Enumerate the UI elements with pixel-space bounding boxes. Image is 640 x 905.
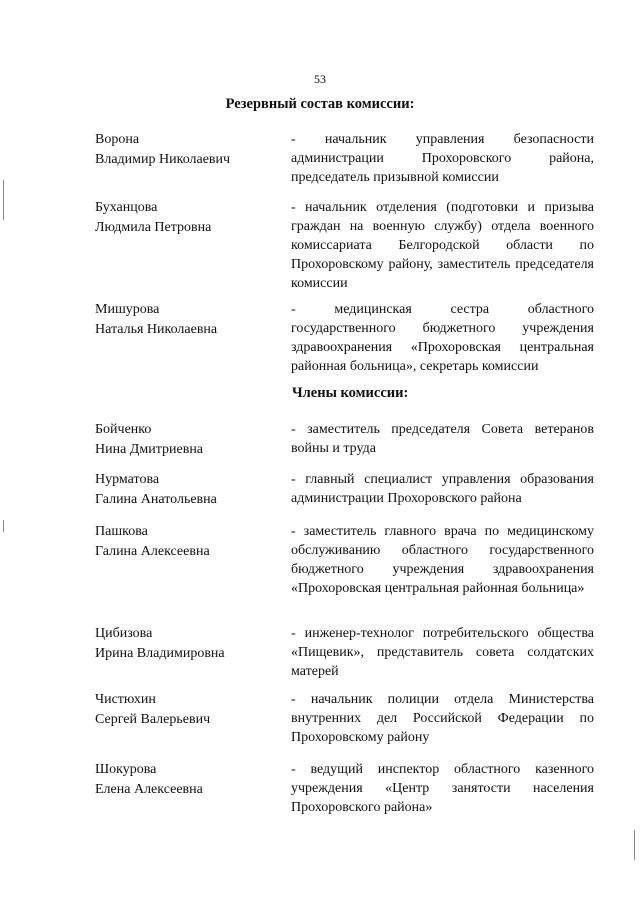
role-description: - медицинская сестра областного государственного бюджетного учреждения здравоохранения «Прохоровская центральная районная больница», секретарь комиссии (291, 302, 594, 374)
surname: Бойченко (95, 422, 152, 437)
role-description: - начальник полиции отдела Министерства внутренних дел Российской Федерации по Прохоровскому району (291, 692, 594, 745)
given-names: Галина Анатольевна (95, 492, 217, 507)
given-names: Галина Алексеевна (95, 544, 210, 559)
role-description: - заместитель главного врача по медицинскому обслуживанию областного государственного бюджетного учреждения здравоохранения «Прохоровская центральная районная больница» (291, 524, 594, 596)
given-names: Сергей Валерьевич (95, 712, 211, 727)
surname: Чистюхин (95, 692, 156, 707)
surname: Шокурова (95, 762, 157, 777)
role-description: - главный специалист управления образования администрации Прохоровского района (291, 472, 594, 506)
person-name (95, 624, 285, 664)
surname: Нурматова (95, 472, 160, 487)
role-description: - начальник управления безопасности администрации Прохоровского района, председатель призывной комиссии (291, 132, 594, 185)
scan-margin-mark (634, 830, 635, 860)
given-names: Владимир Николаевич (95, 152, 231, 167)
person-name (95, 690, 285, 730)
scan-margin-mark (3, 520, 4, 532)
given-names: Елена Алексеевна (95, 782, 203, 797)
role-description: - начальник отделения (подготовки и призыва граждан на военную службу) отдела военного комиссариата Белгородской области по Прохоровскому району, заместитель председателя комиссии (291, 200, 594, 291)
role-description: - ведущий инспектор областного казенного учреждения «Центр занятости населения Прохоровского района» (291, 762, 594, 815)
reserve-heading: Резервный состав комиссии: (225, 96, 415, 112)
given-names: Людмила Петровна (95, 220, 212, 235)
surname: Буханцова (95, 200, 158, 215)
person-name (95, 522, 285, 562)
members-heading: Члены комиссии: (292, 385, 409, 401)
surname: Мишурова (95, 302, 160, 317)
person-name (95, 130, 285, 170)
surname: Пашкова (95, 524, 148, 539)
role-description: - инженер-технолог потребительского общества «Пищевик», представитель совета солдатских матерей (291, 626, 594, 679)
given-names: Наталья Николаевна (95, 322, 218, 337)
surname: Ворона (95, 132, 140, 147)
person-name (95, 198, 285, 238)
role-description: - заместитель председателя Совета ветеранов войны и труда (291, 422, 594, 456)
person-name (95, 420, 285, 460)
person-name (95, 470, 285, 510)
given-names: Ирина Владимировна (95, 646, 225, 661)
person-name (95, 300, 285, 340)
scan-margin-mark (3, 180, 4, 220)
given-names: Нина Дмитриевна (95, 442, 204, 457)
page-number: 53 (314, 72, 326, 86)
surname: Цибизова (95, 626, 153, 641)
person-name (95, 760, 285, 800)
